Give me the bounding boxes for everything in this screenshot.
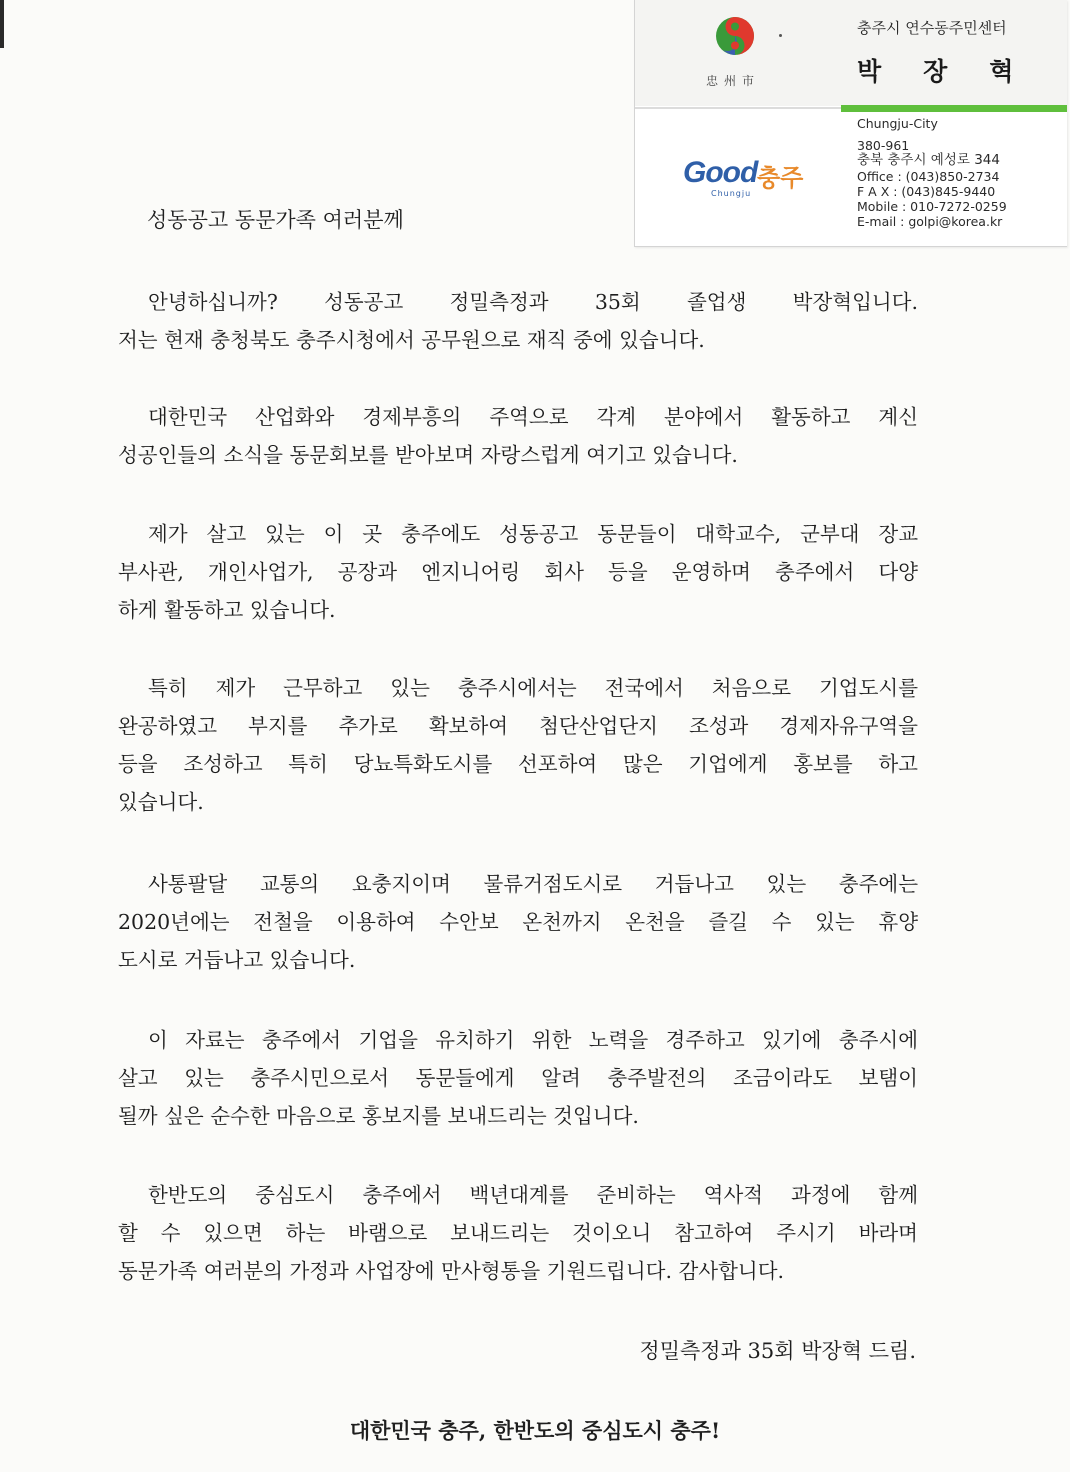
- card-contact-info: [857, 116, 1007, 229]
- card-city-en: Chungju-City: [857, 116, 938, 131]
- paragraph-line: 동문가족 여러분의 가정과 사업장에 만사형통을 기원드립니다. 감사합니다.: [118, 1259, 785, 1283]
- good-chungju-logo: [683, 156, 813, 204]
- paragraph-line: 될까 싶은 순수한 마음으로 홍보지를 보내드리는 것입니다.: [118, 1104, 639, 1128]
- scan-edge-mark: [0, 0, 4, 48]
- paragraph-line: 특히 제가 근무하고 있는 충주시에서는 전국에서 처음으로 기업도시를: [148, 676, 918, 700]
- good-logo-sub: Chungju: [711, 189, 752, 198]
- card-mobile: Mobile : 010-7272-0259: [857, 199, 1007, 215]
- card-dot: [779, 34, 782, 37]
- city-emblem-logo: [713, 14, 757, 64]
- card-organization: 충주시 연수동주민센터: [857, 19, 1007, 37]
- paragraph-line: 완공하였고 부지를 추가로 확보하여 첨단산업단지 조성과 경제자유구역을: [118, 714, 918, 738]
- card-address: 충북 충주시 예성로 344: [857, 152, 1000, 169]
- card-person-name: 박장혁: [857, 57, 1056, 86]
- card-divider: [635, 107, 841, 109]
- paragraph-6: [118, 1021, 918, 1135]
- paragraph-line: 하게 활동하고 있습니다.: [118, 598, 336, 622]
- paragraph-line: 이 자료는 충주에서 기업을 유치하기 위한 노력을 경주하고 있기에 충주시에: [148, 1028, 918, 1052]
- paragraph-line: 안녕하십니까? 성동공고 정밀측정과 35회 졸업생 박장혁입니다.: [148, 290, 918, 314]
- paragraph-3: [118, 515, 918, 629]
- good-logo-korean: 충주: [757, 164, 804, 192]
- card-accent-bar: [841, 105, 1067, 112]
- card-fax: F A X : (043)845-9440: [857, 183, 996, 199]
- paragraph-7: [118, 1176, 918, 1290]
- paragraph-1: [118, 283, 918, 359]
- paragraph-line: 대한민국 산업화와 경제부흥의 주역으로 각계 분야에서 활동하고 계신: [148, 405, 918, 429]
- paragraph-4: [118, 669, 918, 821]
- business-card: [634, 0, 1067, 247]
- card-postcode: 380-961: [857, 138, 910, 154]
- paragraph-line: 살고 있는 충주시민으로서 동문들에게 알려 충주발전의 조금이라도 보탬이: [118, 1066, 918, 1090]
- paragraph-line: 등을 조성하고 특히 당뇨특화도시를 선포하여 많은 기업에게 홍보를 하고: [118, 752, 918, 776]
- good-logo-word: Good: [683, 156, 758, 189]
- paragraph-5: [118, 865, 918, 979]
- letter-slogan: 대한민국 충주, 한반도의 중심도시 충주!: [349, 1418, 721, 1443]
- letter-signoff: 정밀측정과 35회 박장혁 드림.: [639, 1339, 916, 1363]
- city-hanja-label: 忠州市: [705, 74, 760, 88]
- paragraph-line: 한반도의 중심도시 충주에서 백년대계를 준비하는 역사적 과정에 함께: [148, 1183, 918, 1207]
- letter-salutation: 성동공고 동문가족 여러분께: [147, 208, 404, 232]
- paragraph-line: 도시로 거듭나고 있습니다.: [118, 948, 356, 972]
- paragraph-line: 저는 현재 충청북도 충주시청에서 공무원으로 재직 중에 있습니다.: [118, 328, 705, 352]
- paragraph-line: 2020년에는 전철을 이용하여 수안보 온천까지 온천을 즐길 수 있는 휴양: [118, 910, 918, 934]
- paragraph-line: 성공인들의 소식을 동문회보를 받아보며 자랑스럽게 여기고 있습니다.: [118, 443, 738, 467]
- card-office-phone: Office : (043)850-2734: [857, 168, 1000, 184]
- paragraph-line: 사통팔달 교통의 요충지이며 물류거점도시로 거듭나고 있는 충주에는: [148, 872, 918, 896]
- card-email: E-mail : golpi@korea.kr: [857, 214, 1003, 230]
- paragraph-2: [118, 398, 918, 474]
- paragraph-line: 부사관, 개인사업가, 공장과 엔지니어링 회사 등을 운영하며 충주에서 다양: [118, 560, 918, 584]
- paragraph-line: 제가 살고 있는 이 곳 충주에도 성동공고 동문들이 대학교수, 군부대 장교: [148, 522, 918, 546]
- paragraph-line: 할 수 있으면 하는 바램으로 보내드리는 것이오니 참고하여 주시기 바라며: [118, 1221, 918, 1245]
- paragraph-line: 있습니다.: [118, 790, 204, 814]
